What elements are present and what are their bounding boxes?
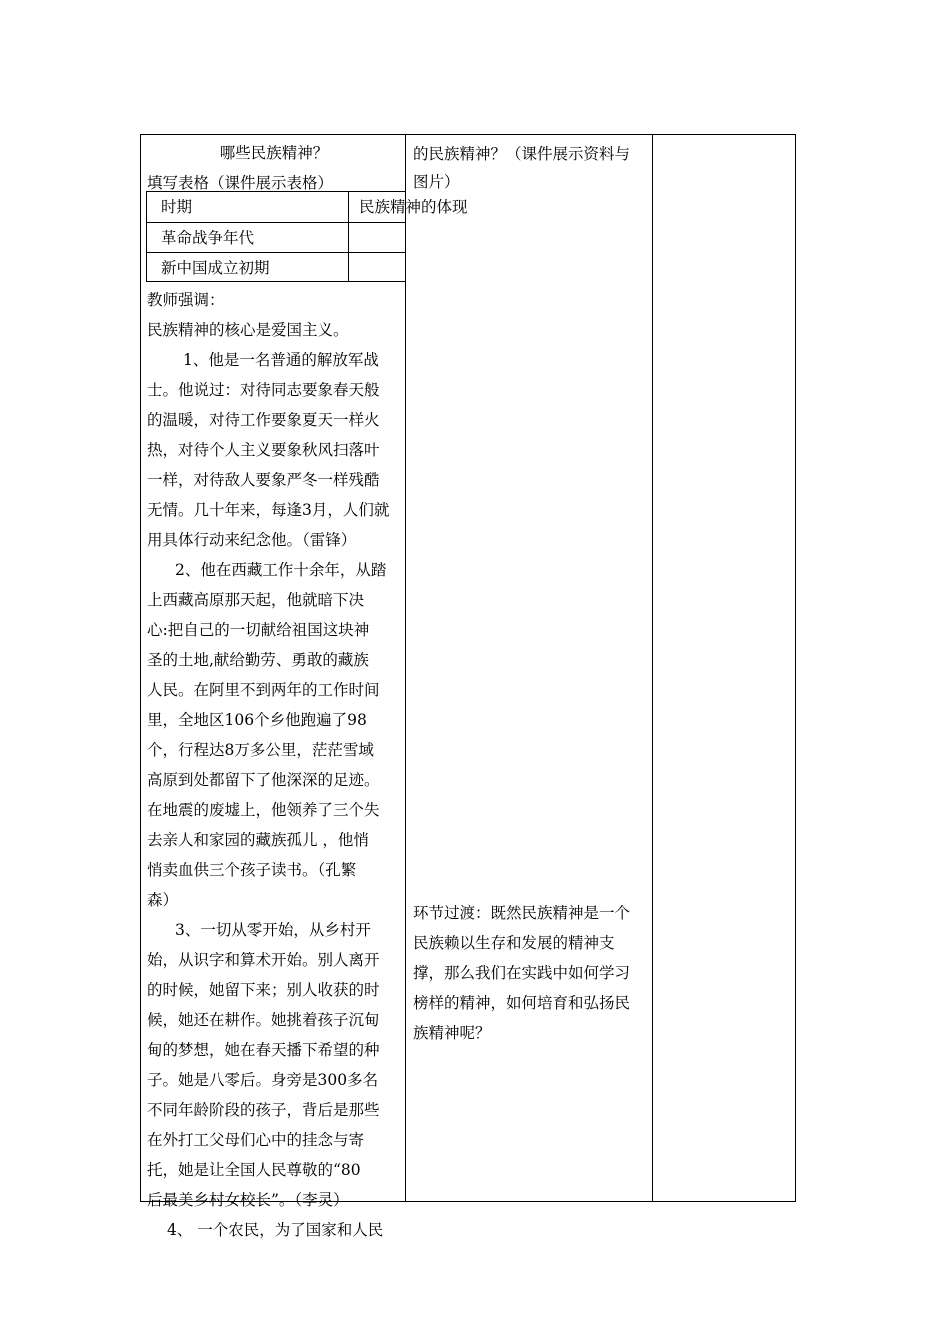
paragraph-line: 高原到处都留下了他深深的足迹。 [147, 771, 380, 789]
paragraph-line: 在地震的废墟上，他领养了三个失 [147, 801, 380, 819]
table-row [147, 222, 405, 253]
left-column [147, 138, 401, 198]
transition-text [413, 899, 653, 1049]
section-heading: 哪些民族精神？ [219, 144, 329, 162]
paragraph-line: 甸的梦想，她在春天播下希望的种 [147, 1041, 380, 1059]
paragraph-line: 上西藏高原那天起，他就暗下决 [147, 591, 365, 609]
column-divider-1 [405, 135, 406, 1201]
transition-line: 民族赖以生存和发展的精神支 [413, 934, 615, 952]
paragraph-line: 无情。几十年来，每逢3月，人们就 [147, 501, 390, 519]
table-intro: 填写表格（课件展示表格） [147, 174, 334, 192]
transition-line: 族精神呢？ [413, 1024, 491, 1042]
paragraph-line: 热，对待个人主义要象秋风扫落叶 [147, 441, 380, 459]
paragraph-line: 心:把自己的一切献给祖国这块神 [147, 621, 370, 639]
period-table [146, 191, 468, 282]
paragraph-line: 4、 一个农民，为了国家和人民 [167, 1221, 384, 1239]
paragraph-line: 的时候，她留下来；别人收获的时 [147, 981, 380, 999]
period-table-header-row [147, 192, 468, 222]
paragraph-line: 3、一切从零开始，从乡村开 [175, 921, 371, 939]
middle-intro-line: 图片） [413, 173, 460, 191]
paragraph-line: 候，她还在耕作。她挑着孩子沉甸 [147, 1011, 380, 1029]
middle-intro-line: 的民族精神？（课件展示资料与 [413, 145, 631, 163]
paragraph-line: 托，她是让全国人民尊敬的“80 [147, 1161, 361, 1179]
table-row [147, 252, 405, 283]
paragraph-line: 后最美乡村女校长”。（李灵） [147, 1191, 349, 1209]
paragraph-line: 不同年龄阶段的孩子，背后是那些 [147, 1101, 380, 1119]
paragraph-line: 用具体行动来纪念他。（雷锋） [147, 531, 357, 549]
left-column-body [147, 285, 401, 1245]
header-period: 时期 [161, 198, 193, 216]
right-column-empty [653, 135, 795, 1201]
teacher-label: 教师强调： [147, 291, 225, 309]
paragraph-line: 士。他说过：对待同志要象春天般 [147, 381, 380, 399]
paragraph-line: 个，行程达8万多公里，茫茫雪域 [147, 741, 374, 759]
paragraph-line: 始，从识字和算术开始。别人离开 [147, 951, 380, 969]
transition-line: 环节过渡：既然民族精神是一个 [413, 904, 631, 922]
paragraph-line: 悄卖血供三个孩子读书。（孔繁 [147, 861, 357, 879]
paragraph-line: 2、他在西藏工作十余年，从踏 [175, 561, 387, 579]
transition-line: 撑，那么我们在实践中如何学习 [413, 964, 631, 982]
paragraph-line: 里，全地区106个乡他跑遍了98 [147, 711, 367, 729]
paragraph-line: 1、他是一名普通的解放军战 [183, 351, 379, 369]
transition-line: 榜样的精神，如何培育和弘扬民 [413, 994, 631, 1012]
paragraph-line: 人民。在阿里不到两年的工作时间 [147, 681, 380, 699]
period-cell: 新中国成立初期 [161, 259, 270, 277]
paragraph-line: 在外打工父母们心中的挂念与寄 [147, 1131, 365, 1149]
paragraph-line: 一样，对待敌人要象严冬一样残酷 [147, 471, 380, 489]
paragraph-line: 子。她是八零后。身旁是300多名 [147, 1071, 379, 1089]
header-spirit: 民族精神的体现 [359, 198, 468, 216]
middle-column-intro [413, 140, 649, 196]
period-cell: 革命战争年代 [161, 229, 255, 247]
paragraph-line: 的温暖，对待工作要象夏天一样火 [147, 411, 380, 429]
core-statement: 民族精神的核心是爱国主义。 [147, 321, 349, 339]
paragraph-line: 去亲人和家园的藏族孤儿 ，他悄 [147, 831, 369, 849]
paragraph-line: 森） [147, 891, 179, 909]
paragraph-line: 圣的土地,献给勤劳、勇敢的藏族 [147, 651, 369, 669]
lesson-plan-table [140, 134, 796, 1239]
